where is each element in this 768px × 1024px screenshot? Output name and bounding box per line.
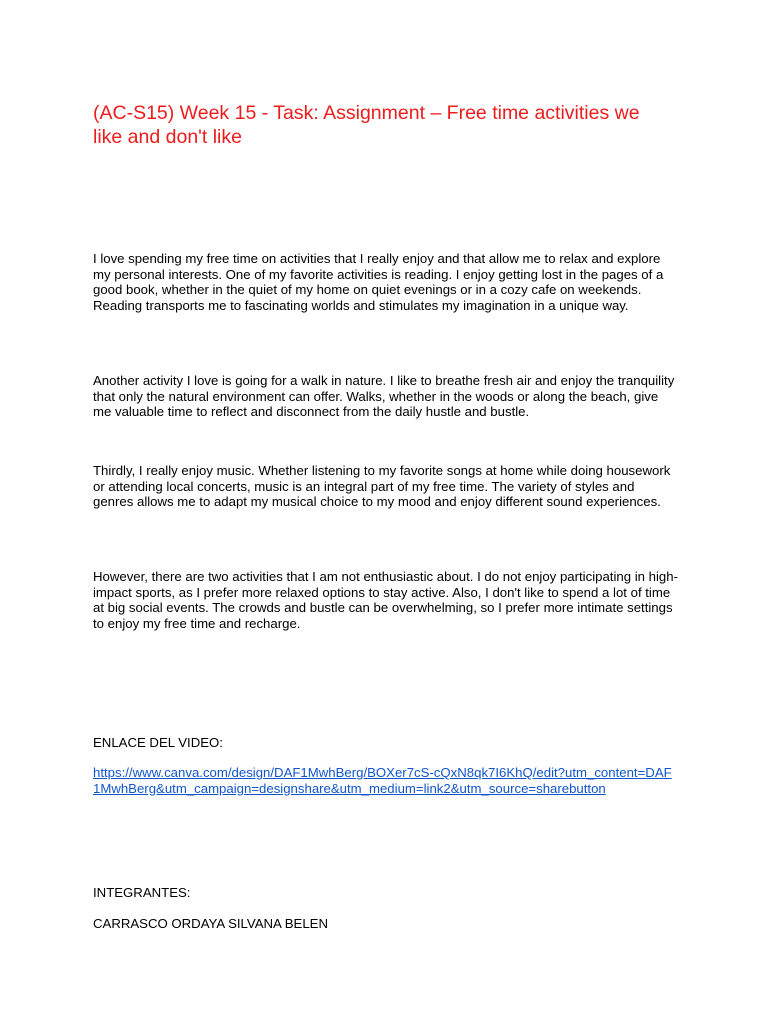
paragraph-nature-walk: Another activity I love is going for a walk in nature. I like to breathe fresh air and enjoy the tranquility that only the natural environment can offer. Walks, whether in the woods or along the beach, give me valuable time to reflect and disconnect from the daily hustle and bustle. <box>93 373 675 420</box>
member-name: CARRASCO ORDAYA SILVANA BELEN <box>93 916 329 931</box>
document-title: (AC-S15) Week 15 - Task: Assignment – Free time activities we like and don't like <box>93 102 640 148</box>
paragraph-dislikes: However, there are two activities that I am not enthusiastic about. I do not enjoy participating in high-impact sports, as I prefer more relaxed options to stay active. Also, I don't like to spend a lot of time at big social events. The crowds and bustle can be overwhelming, so I prefer more intimate settings to enjoy my free time and recharge. <box>93 569 678 631</box>
video-link-label: ENLACE DEL VIDEO: <box>93 735 223 750</box>
paragraph-reading: I love spending my free time on activities that I really enjoy and that allow me to relax and explore my personal interests. One of my favorite activities is reading. I enjoy getting lost in the pages of a good book, whether in the quiet of my home on quiet evenings or in a cozy cafe on weekends. Reading transports me to fascinating worlds and stimulates my imagination in a unique way. <box>93 251 664 313</box>
video-link[interactable]: https://www.canva.com/design/DAF1MwhBerg/BOXer7cS-cQxN8qk7I6KhQ/edit?utm_content=DAF1MwhBerg&utm_campaign=designshare&utm_medium=link2&utm_source=sharebutton <box>93 765 672 796</box>
paragraph-music: Thirdly, I really enjoy music. Whether listening to my favorite songs at home while doing housework or attending local concerts, music is an integral part of my free time. The variety of styles and genres allows me to adapt my musical choice to my mood and enjoy different sound experiences. <box>93 463 671 510</box>
members-label: INTEGRANTES: <box>93 885 191 900</box>
